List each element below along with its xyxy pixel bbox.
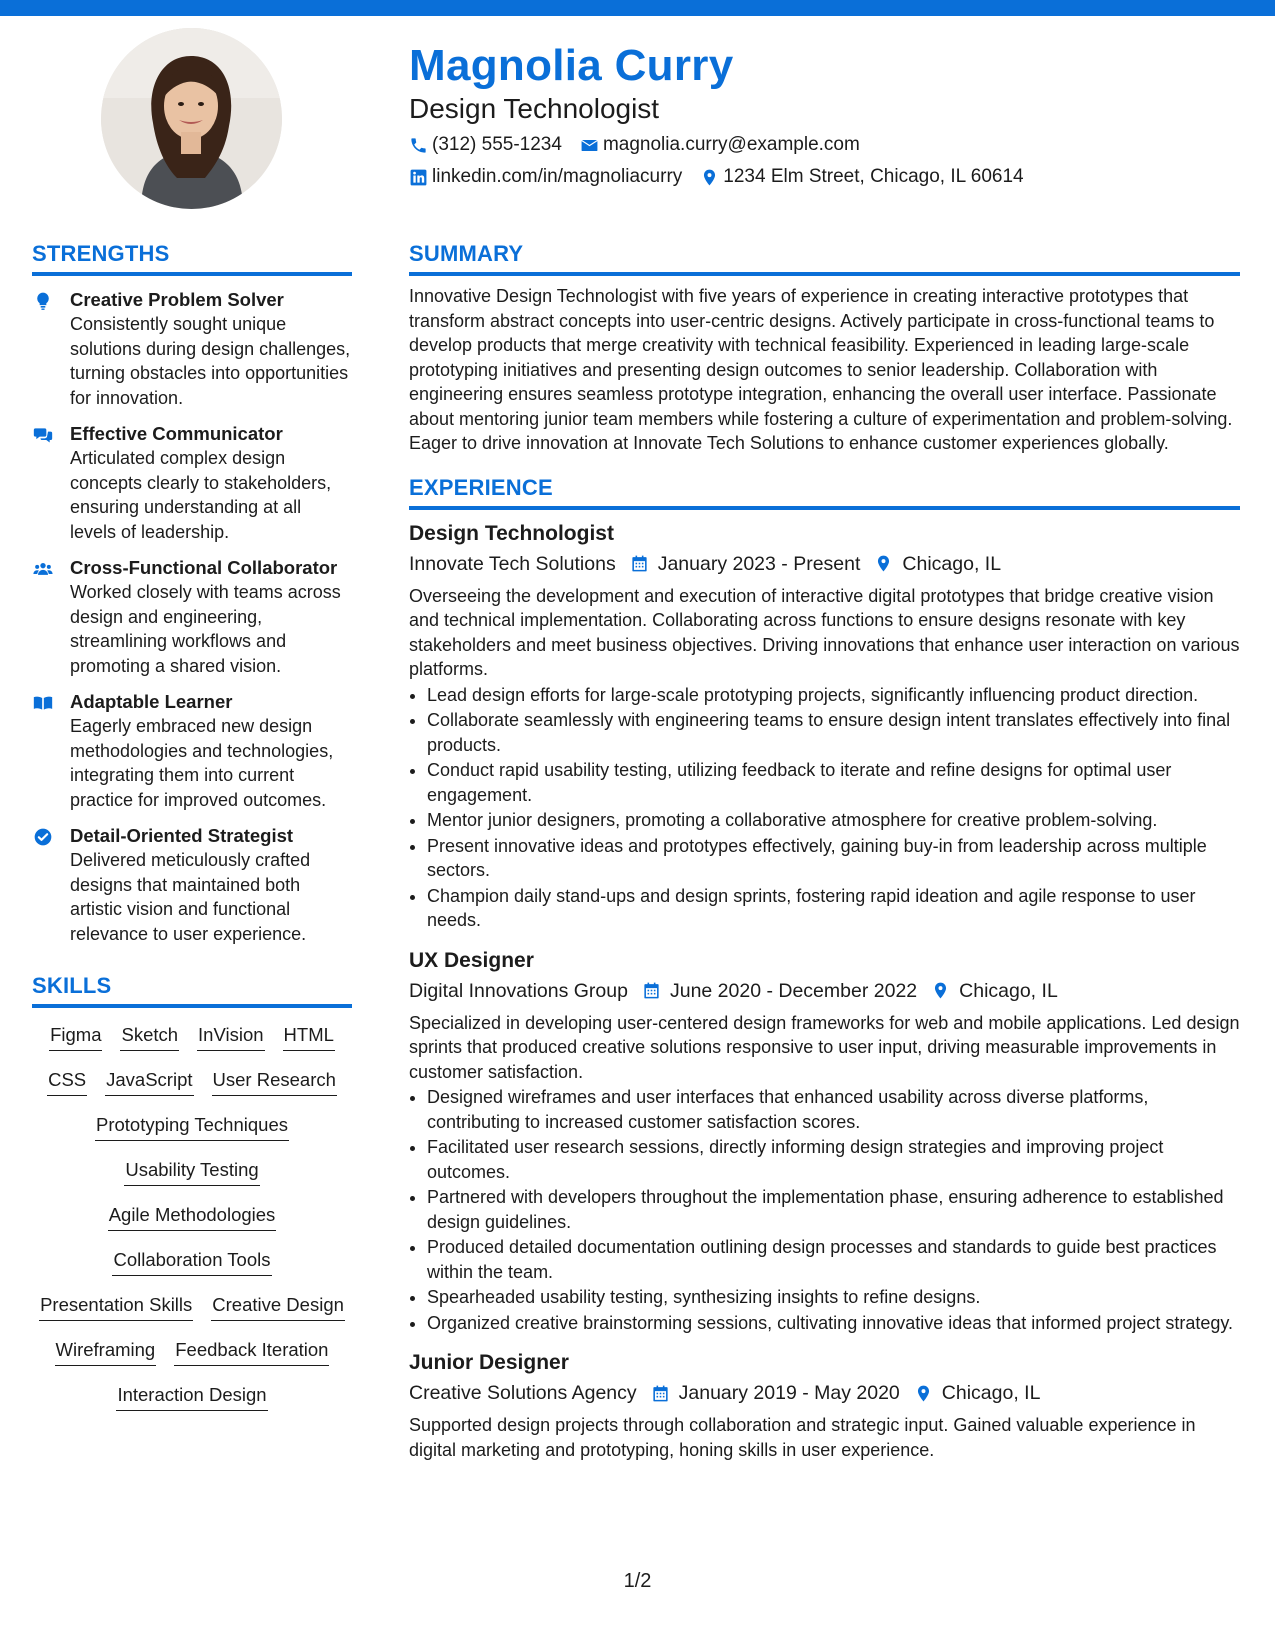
job-meta: [409, 1379, 1240, 1407]
summary-heading: SUMMARY: [409, 240, 1240, 276]
strengths-heading: STRENGTHS: [32, 240, 352, 276]
job-bullets: [409, 683, 1240, 933]
skills-list: [32, 1022, 352, 1427]
strength-item: [32, 556, 352, 678]
job-role: UX Designer: [409, 948, 534, 972]
job-entry: [409, 1349, 1240, 1462]
job-entry: [409, 520, 1240, 933]
job-bullets: [409, 1085, 1240, 1335]
top-accent-bar: [0, 0, 1275, 16]
book-open-icon: [32, 693, 54, 713]
job-bullet: • Spearheaded usability testing, synthesizing insights to refine designs.: [427, 1285, 1240, 1310]
map-pin-icon: [700, 168, 719, 187]
strength-description: Articulated complex design concepts clearly to stakeholders, ensuring understanding at all levels of leadership.: [70, 448, 332, 542]
job-dates: January 2019 - May 2020: [678, 1382, 900, 1404]
email-address[interactable]: magnolia.curry@example.com: [602, 134, 860, 155]
street-address: 1234 Elm Street, Chicago, IL 60614: [723, 166, 1024, 187]
skill-tag: Agile Methodologies: [108, 1202, 277, 1231]
strength-title: Adaptable Learner: [70, 691, 233, 712]
job-dates: January 2023 - Present: [657, 552, 861, 575]
map-pin-icon: [914, 1384, 933, 1403]
skill-row: [32, 1112, 352, 1157]
strength-title: Effective Communicator: [70, 423, 283, 444]
job-description: Overseeing the development and execution of interactive digital prototypes that bridge creative vision and technical implementation. Collaborating across functions to ensure designs resonate with key stakeholders and meet business objectives. Driving innovations that enhance user interaction on various platforms.: [409, 585, 1240, 679]
skill-tag: Usability Testing: [124, 1157, 259, 1186]
skill-tag: JavaScript: [105, 1067, 193, 1096]
contact-row-2: [409, 164, 1239, 190]
contact-row-1: [409, 132, 1239, 158]
envelope-icon: [580, 136, 599, 155]
skill-tag: Figma: [49, 1022, 102, 1051]
users-icon: [32, 559, 54, 579]
job-company: Innovate Tech Solutions: [409, 552, 616, 575]
job-location: Chicago, IL: [902, 552, 1002, 575]
strength-title: Creative Problem Solver: [70, 289, 284, 310]
strength-description: Eagerly embraced new design methodologies and technologies, integrating them into current practice for improved outcomes.: [70, 716, 334, 810]
strength-title: Cross-Functional Collaborator: [70, 557, 338, 578]
resume-header: [409, 40, 1239, 190]
job-role: Junior Designer: [409, 1351, 569, 1374]
profile-photo: [101, 28, 282, 209]
experience-section: [409, 474, 1240, 1463]
strength-description: Worked closely with teams across design and engineering, streamlining workflows and promoting a shared vision.: [70, 582, 341, 676]
address-contact: [700, 164, 1023, 190]
candidate-title: Design Technologist: [409, 93, 660, 124]
job-bullet: • Designed wireframes and user interfaces that enhanced usability across diverse platforms, contributing to increased customer satisfaction scores.: [427, 1085, 1240, 1134]
job-meta: [409, 550, 1240, 578]
job-meta: [409, 977, 1240, 1005]
job-bullet: • Facilitated user research sessions, directly informing design strategies and improving project outcomes.: [427, 1135, 1240, 1184]
candidate-name: Magnolia Curry: [409, 41, 734, 90]
job-description: Specialized in developing user-centered design frameworks for web and mobile applications. Led design sprints that produced creative solutions responsive to user input, driving measurable improvements in customer satisfaction.: [409, 1012, 1240, 1082]
job-bullet: • Lead design efforts for large-scale prototyping projects, significantly influencing product direction.: [427, 683, 1240, 708]
summary-text: Innovative Design Technologist with five years of experience in creating interactive prototypes that transform abstract concepts into user-centric designs. Actively participate in cross-functional teams to develop products that merge creativity with technical feasibility. Experienced in leading large-scale prototyping initiatives and presenting design outcomes to senior leadership. Collaboration with engineering ensures seamless prototype integration, enhancing the overall user interface. Passionate about mentoring junior team members while fostering a culture of experimentation and problem-solving. Eager to drive innovation at Innovate Tech Solutions to enhance customer experiences globally.: [409, 286, 1233, 453]
linkedin-contact[interactable]: [409, 164, 682, 190]
calendar-icon: [630, 554, 649, 573]
experience-heading: EXPERIENCE: [409, 474, 1240, 510]
strength-item: [32, 422, 352, 544]
phone-icon: [409, 136, 428, 155]
skill-row: [32, 1382, 352, 1427]
skills-heading: SKILLS: [32, 972, 352, 1008]
job-entry: [409, 947, 1240, 1336]
job-description: Supported design projects through collaboration and strategic input. Gained valuable experience in digital marketing and prototyping, honing skills in user experience.: [409, 1415, 1196, 1460]
skill-tag: InVision: [197, 1022, 264, 1051]
job-bullet: • Produced detailed documentation outlining design processes and standards to guide best practices within the team.: [427, 1235, 1240, 1284]
strength-title: Detail-Oriented Strategist: [70, 825, 294, 846]
strength-item: [32, 288, 352, 410]
phone-contact: [409, 132, 562, 158]
skill-tag: Collaboration Tools: [112, 1247, 271, 1276]
skill-row: [32, 1067, 352, 1112]
skill-tag: Wireframing: [55, 1337, 157, 1366]
calendar-icon: [642, 981, 661, 1000]
job-bullet: • Conduct rapid usability testing, utilizing feedback to iterate and refine designs for optimal user engagement.: [427, 758, 1240, 807]
skill-row: [32, 1202, 352, 1247]
email-contact[interactable]: [580, 132, 860, 158]
skill-tag: User Research: [212, 1067, 337, 1096]
page-number: 1/2: [623, 1570, 652, 1592]
job-bullet: • Mentor junior designers, promoting a collaborative atmosphere for creative problem-solving.: [427, 808, 1240, 833]
job-bullet: • Collaborate seamlessly with engineering teams to ensure design intent translates effectively into final products.: [427, 708, 1240, 757]
map-pin-icon: [931, 981, 950, 1000]
skill-row: [32, 1292, 352, 1337]
job-bullet: • Present innovative ideas and prototypes effectively, gaining buy-in from leadership across multiple sectors.: [427, 834, 1240, 883]
calendar-icon: [651, 1384, 670, 1403]
left-column: [32, 240, 352, 1427]
job-company: Digital Innovations Group: [409, 979, 628, 1002]
skill-tag: Presentation Skills: [39, 1292, 193, 1321]
skill-row: [32, 1022, 352, 1067]
skill-row: [32, 1247, 352, 1292]
strength-description: Consistently sought unique solutions during design challenges, turning obstacles into opportunities for innovation.: [70, 314, 351, 408]
skill-tag: Prototyping Techniques: [95, 1112, 289, 1141]
skill-row: [32, 1157, 352, 1202]
check-circle-icon: [32, 827, 54, 847]
job-location: Chicago, IL: [959, 979, 1058, 1002]
map-pin-icon: [874, 554, 893, 573]
comments-icon: [32, 425, 54, 445]
right-column: [409, 240, 1240, 1462]
linkedin-icon: [409, 168, 428, 187]
skill-tag: HTML: [283, 1022, 335, 1051]
strength-item: [32, 824, 352, 946]
skill-tag: Creative Design: [211, 1292, 345, 1321]
skill-tag: Sketch: [120, 1022, 179, 1051]
lightbulb-icon: [32, 291, 54, 311]
job-location: Chicago, IL: [941, 1382, 1041, 1404]
strength-item: [32, 690, 352, 812]
job-bullet: • Partnered with developers throughout the implementation phase, ensuring adherence to established design guidelines.: [427, 1185, 1240, 1234]
job-bullet: • Organized creative brainstorming sessions, cultivating innovative ideas that informed project strategy.: [427, 1311, 1240, 1336]
skill-tag: Interaction Design: [116, 1382, 267, 1411]
job-dates: June 2020 - December 2022: [669, 979, 918, 1002]
strength-description: Delivered meticulously crafted designs that maintained both artistic vision and functional relevance to user experience.: [70, 850, 311, 944]
linkedin-url[interactable]: linkedin.com/in/magnoliacurry: [432, 166, 683, 187]
skill-tag: CSS: [47, 1067, 87, 1096]
phone-number: (312) 555-1234: [432, 134, 562, 155]
skill-tag: Feedback Iteration: [174, 1337, 329, 1366]
job-bullet: • Champion daily stand-ups and design sprints, fostering rapid ideation and agile response to user needs.: [427, 884, 1240, 933]
skill-row: [32, 1337, 352, 1382]
job-role: Design Technologist: [409, 521, 614, 545]
job-company: Creative Solutions Agency: [409, 1382, 637, 1404]
